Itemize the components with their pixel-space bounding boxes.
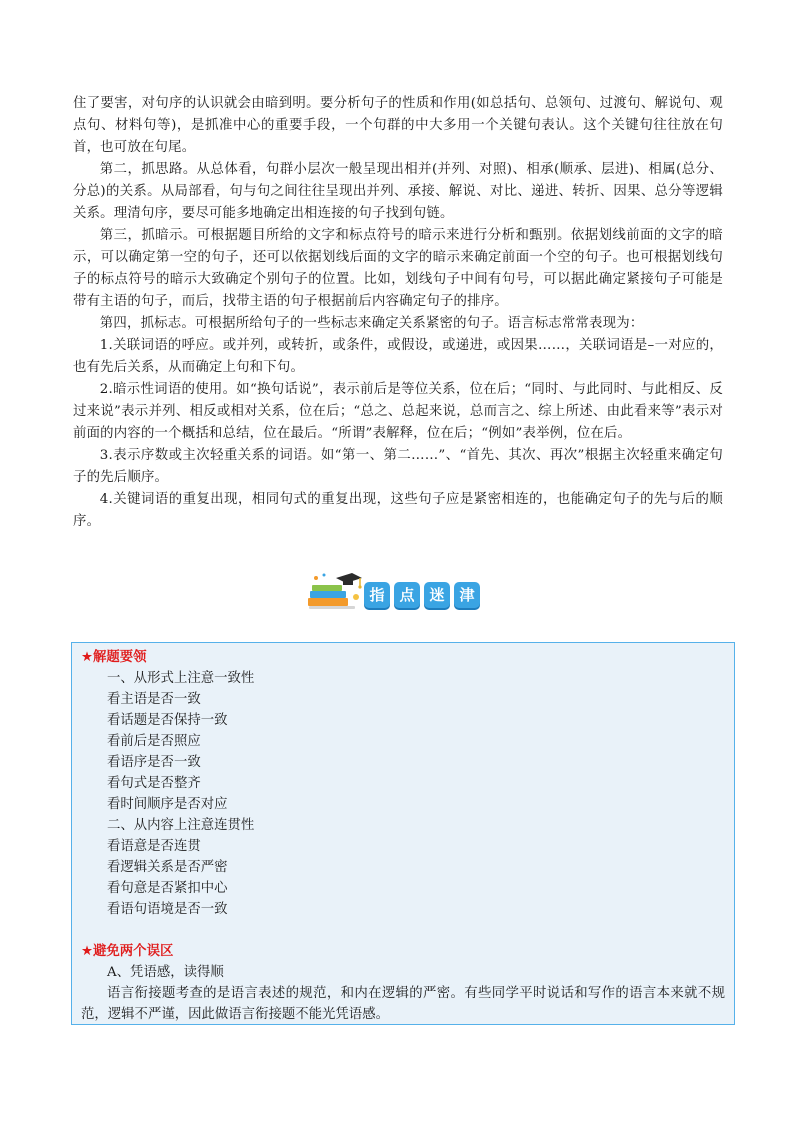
paragraph-5: 2.暗示性词语的使用。如“换句话说”，表示前后是等位关系，位在后；“同时、与此同时、与此相反、反过来说”表示并列、相反或相对关系，位在后；“总之、总起来说，总而言之、综上所述、由此看来等”表示对前面的内容的一个概括和总结，位在最后。“所谓”表解释，位在后；“例如”表举例，位在后。 [73,382,723,441]
paragraph-0: 住了要害，对句序的认识就会由暗到明。要分析句子的性质和作用(如总括句、总领句、过渡句、解说句、观点句、材料句等)，是抓准中心的重要手段，一个句群的中大多用一个关键句表认。这个关键句往往放在句首，也可放在句尾。 [73,96,723,155]
banner-char: 迷 [424,582,450,608]
tips-box [71,642,735,1025]
banner-char: 指 [364,582,390,608]
list-item: 二、从内容上注意连贯性 [107,818,255,833]
list-item: A、凭语感，读得顺 [107,965,224,980]
paragraph-3: 第四，抓标志。可根据所给句子的一些标志来确定关系紧密的句子。语言标志常常表现为： [99,316,644,331]
tips-section-title-key-points: ★解题要领 [81,650,147,665]
list-item: 看句意是否紧扣中心 [107,881,228,896]
paragraph-1: 第二，抓思路。从总体看，句群小层次一般呈现出相并(并列、对照)、相承(顺承、层进)、相属(总分、分总)的关系。从局部看，句与句之间往往呈现出并列、承接、解说、对比、递进、转折、因果、总分等逻辑关系。理清句序，要尽可能多地确定出相连接的句子找到句链。 [73,162,723,221]
banner-title [364,582,480,608]
paragraph-6: 3.表示序数或主次轻重关系的词语。如“第一、第二……”、“首先、其次、再次”根据主次轻重来确定句子的先后顺序。 [73,448,723,485]
banner-char: 点 [394,582,420,608]
body-text [73,93,723,533]
list-item: 看句式是否整齐 [107,776,201,791]
list-item: 看时间顺序是否对应 [107,797,228,812]
list-item: 看语意是否连贯 [107,839,201,854]
paragraph-2: 第三，抓暗示。可根据题目所给的文字和标点符号的暗示来进行分析和甄别。依据划线前面的文字的暗示，可以确定第一空的句子，还可以依据划线后面的文字的暗示来确定前面一个空的句子。也可根据划线句子的标点符号的暗示大致确定个别句子的位置。比如，划线句子中间有句号，可以据此确定紧接句子可能是带有主语的句子，而后，找带主语的句子根据前后内容确定句子的排序。 [73,228,723,309]
paragraph-7: 4.关键词语的重复出现，相同句式的重复出现，这些句子应是紧密相连的，也能确定句子的先与后的顺序。 [73,492,723,529]
list-item: 看前后是否照应 [107,734,201,749]
list-item: 看主语是否一致 [107,692,201,707]
paragraph-4: 1.关联词语的呼应。或并列，或转折，或条件，或假设，或递进，或因果……，关联词语是–一对应的，也有先后关系，从而确定上句和下句。 [73,338,723,375]
books-and-graduation-cap-icon [306,572,364,612]
tips-paragraph: 语言衔接题考查的是语言表述的规范，和内在逻辑的严密。有些同学平时说话和写作的语言本来就不规范，逻辑不严谨，因此做语言衔接题不能光凭语感。 [81,986,725,1022]
list-item: 看语句语境是否一致 [107,902,228,917]
list-item: 看语序是否一致 [107,755,201,770]
tips-section-title-pitfalls: ★避免两个误区 [81,944,174,959]
banner-char: 津 [454,582,480,608]
list-item: 看话题是否保持一致 [107,713,228,728]
spacer [81,920,725,941]
list-item: 看逻辑关系是否严密 [107,860,228,875]
list-item: 一、从形式上注意一致性 [107,671,255,686]
section-banner [306,572,488,612]
